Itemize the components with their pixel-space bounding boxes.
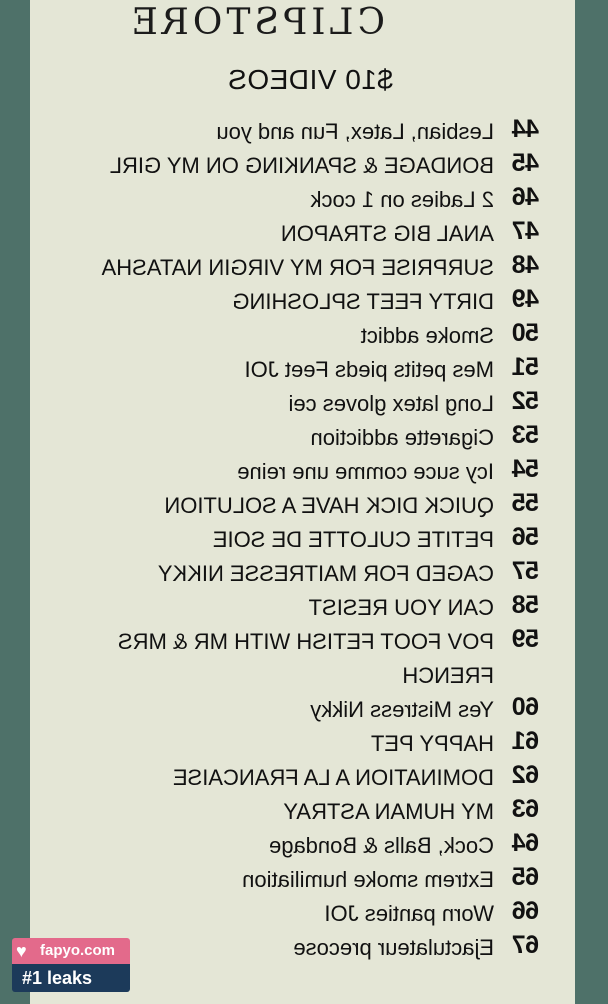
item-number: 62 xyxy=(512,761,539,789)
video-list xyxy=(30,115,575,965)
list-item xyxy=(30,285,575,319)
list-item xyxy=(30,557,575,591)
item-number: 46 xyxy=(512,183,539,211)
list-item xyxy=(30,421,575,455)
item-number: 66 xyxy=(512,897,539,925)
list-item xyxy=(30,353,575,387)
item-number: 60 xyxy=(512,693,539,721)
list-item xyxy=(30,455,575,489)
item-title: DIRTY FEET SPLOSHING xyxy=(232,289,494,314)
content-panel xyxy=(30,0,575,1004)
item-number: 61 xyxy=(512,727,539,755)
item-title: Mes petits pieds Feet JOI xyxy=(244,357,494,382)
item-title: Lesbian, Latex, Fun and you xyxy=(216,119,494,144)
mirrored-content xyxy=(30,0,575,1004)
item-number: 54 xyxy=(512,455,539,483)
item-title: Smoke addict xyxy=(360,323,494,348)
list-item xyxy=(30,795,575,829)
list-item xyxy=(30,183,575,217)
item-title: DOMINATION A LA FRANCAISE xyxy=(172,765,494,790)
watermark-site-label: fapyo.com xyxy=(40,942,116,959)
item-title: Long latex gloves cei xyxy=(288,391,494,416)
list-item xyxy=(30,115,575,149)
item-title: HAPPY PET xyxy=(370,731,494,756)
item-title: Worn panties JOI xyxy=(324,901,494,926)
item-number: 47 xyxy=(512,217,539,245)
list-item xyxy=(30,387,575,421)
item-number: 52 xyxy=(512,387,539,415)
list-item xyxy=(30,149,575,183)
item-number: 64 xyxy=(512,829,539,857)
item-number: 45 xyxy=(512,149,539,177)
list-item xyxy=(30,829,575,863)
list-item xyxy=(30,625,575,693)
item-number: 51 xyxy=(512,353,539,381)
item-title: QUICK DICK HAVE A SOLUTION xyxy=(164,493,494,518)
page-title: CLIPSTORE xyxy=(127,2,385,43)
item-number: 58 xyxy=(512,591,539,619)
list-item xyxy=(30,761,575,795)
item-title: CAN YOU RESIST xyxy=(308,595,494,620)
list-item xyxy=(30,727,575,761)
item-title: Icy suce comme une reine xyxy=(237,459,494,484)
section-heading: $10 VIDEOS xyxy=(227,64,393,95)
item-number: 57 xyxy=(512,557,539,585)
item-title: PETITE CULOTTE DE SOIE xyxy=(212,527,494,552)
watermark-site xyxy=(12,938,130,964)
item-number: 50 xyxy=(512,319,539,347)
list-item xyxy=(30,251,575,285)
item-number: 65 xyxy=(512,863,539,891)
list-item xyxy=(30,863,575,897)
watermark-tagline: #1 leaks xyxy=(12,964,130,992)
list-item xyxy=(30,693,575,727)
item-title: SURPRISE FOR MY VIRGIN NATASHA xyxy=(101,255,494,280)
list-item xyxy=(30,523,575,557)
item-title: BONDAGE & SPANKING ON MY GIRL xyxy=(109,153,494,178)
item-number: 56 xyxy=(512,523,539,551)
watermark-badge[interactable] xyxy=(12,938,130,994)
list-item xyxy=(30,897,575,931)
item-title: Cigarette addiction xyxy=(310,425,494,450)
item-title: ANAL BIG STRAPON xyxy=(280,221,494,246)
item-number: 59 xyxy=(512,625,539,653)
heart-icon: ♥ xyxy=(16,941,27,961)
item-number: 49 xyxy=(512,285,539,313)
item-number: 53 xyxy=(512,421,539,449)
item-number: 48 xyxy=(512,251,539,279)
item-title: CAGED FOR MAITRESSE NIKKY xyxy=(157,561,494,586)
list-item xyxy=(30,217,575,251)
item-number: 67 xyxy=(512,931,539,959)
list-item xyxy=(30,591,575,625)
item-number: 55 xyxy=(512,489,539,517)
item-title: Ejactulateur precose xyxy=(293,935,494,960)
item-title: POV FOOT FETISH WITH MR & MRS FRENCH xyxy=(117,629,494,688)
item-title: Yes Mistress Nikky xyxy=(310,697,494,722)
list-item xyxy=(30,489,575,523)
item-number: 44 xyxy=(512,115,539,143)
item-title: Cock, Balls & Bondage xyxy=(268,833,494,858)
item-number: 63 xyxy=(512,795,539,823)
item-title: 2 Ladies on 1 cock xyxy=(310,187,494,212)
item-title: Extrem smoke humiliation xyxy=(242,867,494,892)
item-title: MY HUMAN ASTRAY xyxy=(283,799,494,824)
list-item xyxy=(30,319,575,353)
